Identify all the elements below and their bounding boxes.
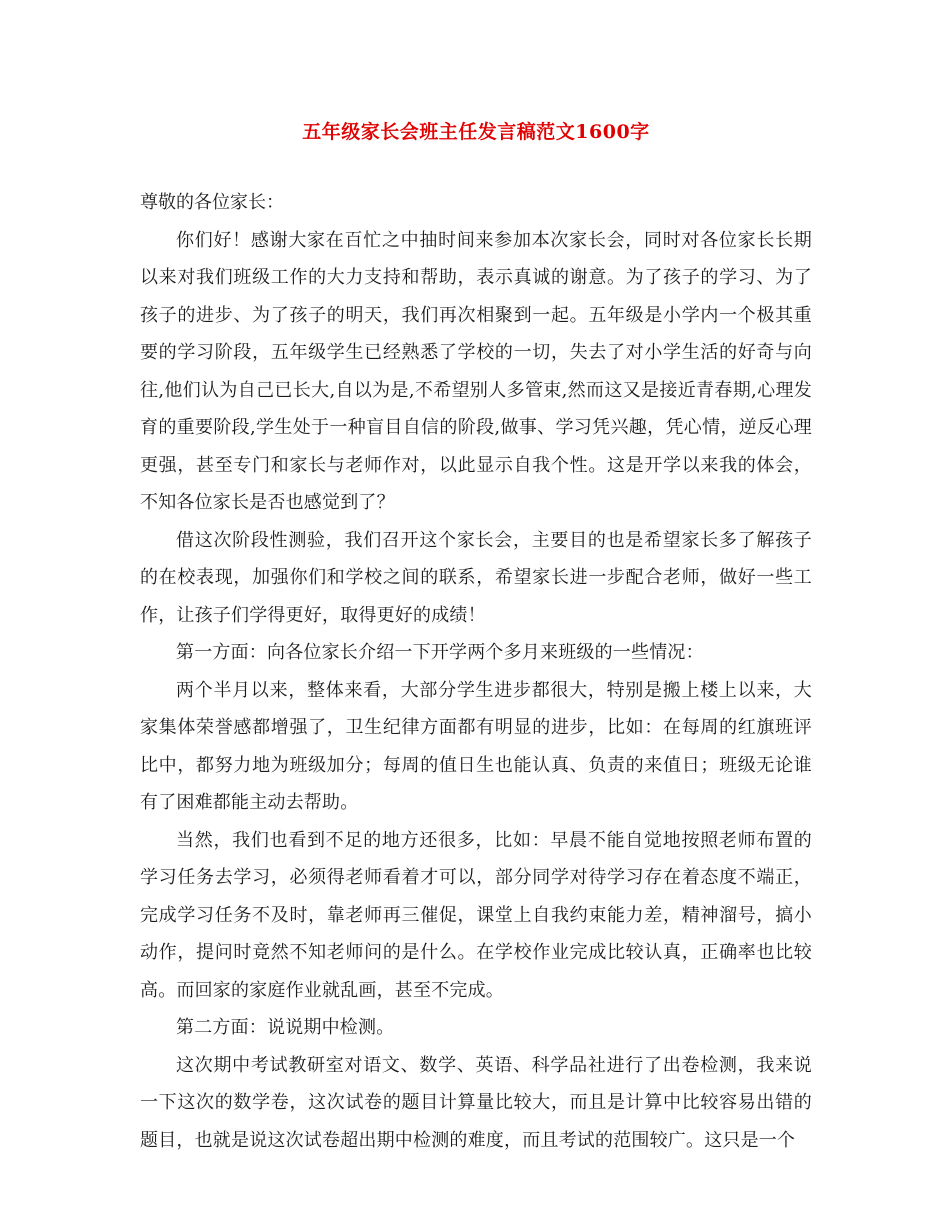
section-heading-midterm: 第二方面：说说期中检测。 [176,1017,395,1038]
salutation: 尊敬的各位家长： [140,192,284,213]
paragraph-progress: 两个半月以来，整体来看，大部分学生进步都很大，特别是搬上楼上以来，大家集体荣誉感都增强了，卫生纪律方面都有明显的进步，比如：在每周的红旗班评比中，都努力地为班级加分；每周的值日生也能认真、负责的来值日；班级无论谁有了困难都能主动去帮助。 [140,679,812,813]
paragraph-purpose: 借这次阶段性测验，我们召开这个家长会，主要目的也是希望家长多了解孩子的在校表现，加强你们和学校之间的联系，希望家长进一步配合老师，做好一些工作，让孩子们学得更好，取得更好的成绩！ [140,529,812,626]
paragraph-shortcomings: 当然，我们也看到不足的地方还很多，比如：早晨不能自觉地按照老师布置的学习任务去学习，必须得老师看着才可以，部分同学对待学习存在着态度不端正，完成学习任务不及时，靠老师再三催促，课堂上自我约束能力差，精神溜号，搞小动作，提问时竟然不知老师问的是什么。在学校作业完成比较认真，正确率也比较高。而回家的家庭作业就乱画，甚至不完成。 [140,829,812,1001]
document-page [140,118,812,1159]
document-title: 五年级家长会班主任发言稿范文1600字 [302,121,650,143]
paragraph-midterm-exam: 这次期中考试教研室对语文、数学、英语、科学品社进行了出卷检测，我来说一下这次的数学卷，这次试卷的题目计算量比较大，而且是计算中比较容易出错的题目，也就是说这次试卷超出期中检测的难度，而且考试的范围较广。这只是一个 [140,1054,812,1151]
section-heading-class-situation: 第一方面：向各位家长介绍一下开学两个多月来班级的一些情况： [176,642,704,663]
paragraph-greeting: 你们好！感谢大家在百忙之中抽时间来参加本次家长会，同时对各位家长长期以来对我们班级工作的大力支持和帮助，表示真诚的谢意。为了孩子的学习、为了孩子的进步、为了孩子的明天，我们再次相聚到一起。五年级是小学内一个极其重要的学习阶段，五年级学生已经熟悉了学校的一切，失去了对小学生活的好奇与向往,他们认为自己已长大,自以为是,不希望别人多管束,然而这又是接近青春期,心理发育的重要阶段,学生处于一种盲目自信的阶段,做事、学习凭兴趣，凭心情，逆反心理更强，甚至专门和家长与老师作对，以此显示自我个性。这是开学以来我的体会，不知各位家长是否也感觉到了？ [140,229,812,513]
